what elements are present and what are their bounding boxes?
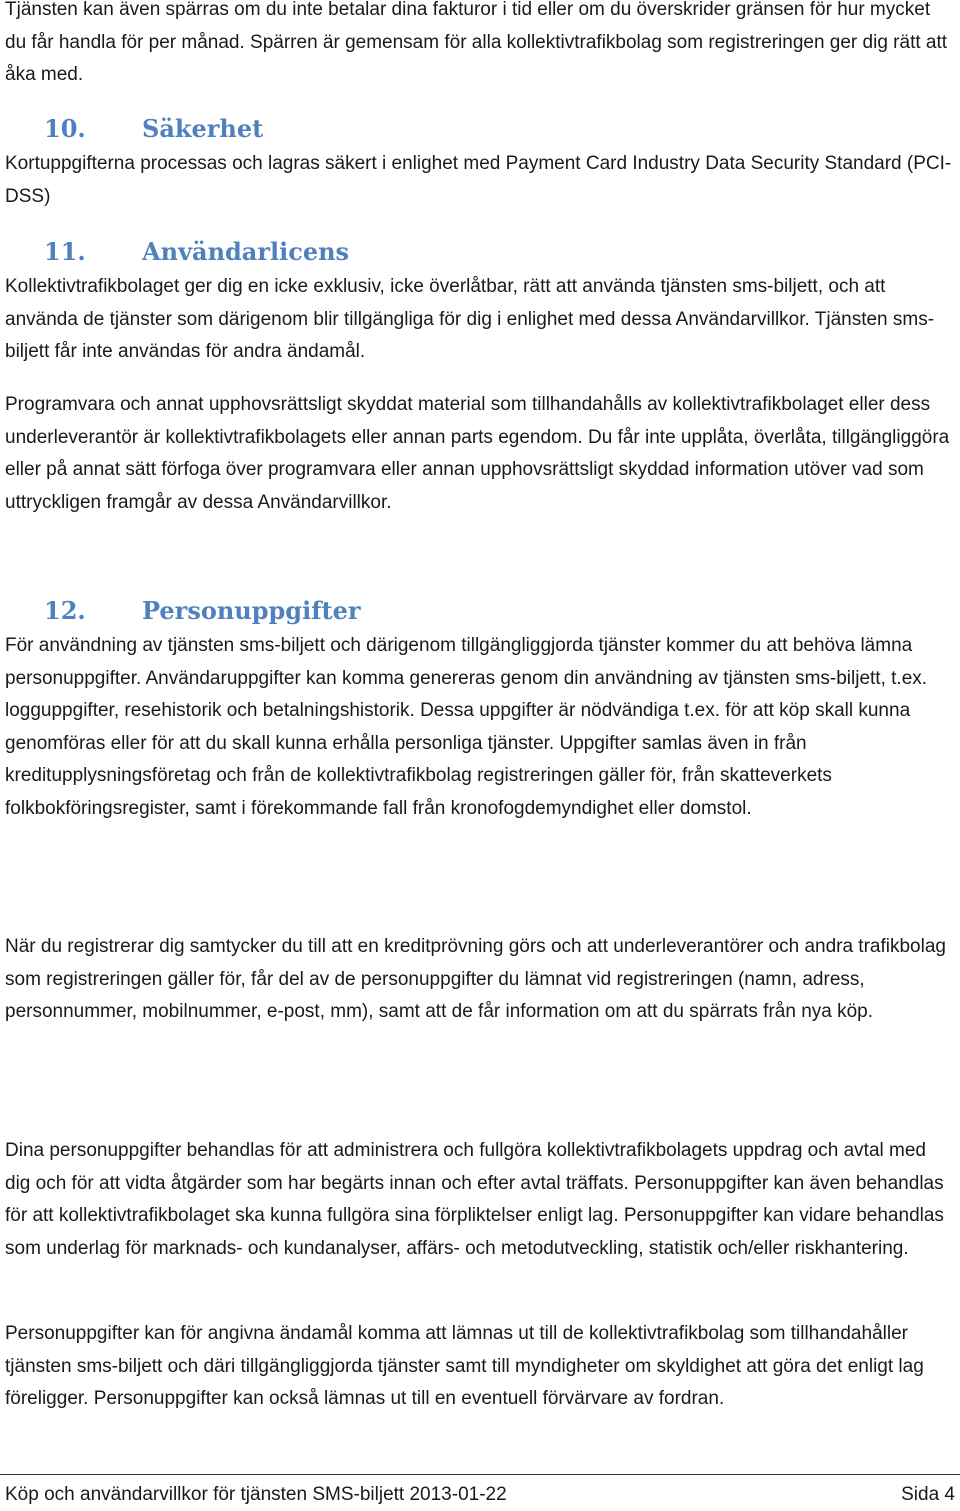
paragraph-personuppgifter-3: Dina personuppgifter behandlas för att administrera och fullgöra kollektivtrafikbolagets uppdrag och avtal med dig och för att vidta åtgärder som har begärts innan och efter avtal träffats. Personuppgifter kan även behandlas för att kollektivtrafikbolaget ska kunna fullgöra sina förpliktelser enligt lag. Personuppgifter kan vidare behandlas som underlag för marknads- och kundanalyser, affärs- och metodutveckling, statistik och/eller riskhantering. bbox=[5, 1140, 944, 1259]
paragraph-licens-1: Kollektivtrafikbolaget ger dig en icke exklusiv, icke överlåtbar, rätt att använda tjänsten sms-biljett, och att använda de tjänster som därigenom blir tillgängliga för dig i enlighet med dessa Användarvillkor. Tjänsten sms-biljett får inte användas för andra ändamål. bbox=[5, 276, 935, 363]
paragraph-personuppgifter-1: För användning av tjänsten sms-biljett och därigenom tillgängliggjorda tjänster kommer du att behöva lämna personuppgifter. Användaruppgifter kan komma genereras genom din användning av tjänsten sms-biljett, t.ex. logguppgifter, resehistorik och betalningshistorik. Dessa uppgifter är nödvändiga t.ex. för att köp skall kunna genomföras eller för att du skall kunna erhålla personliga tjänster. Uppgifter samlas även in från kreditupplysningsföretag och från de kollektivtrafikbolag registreringen gäller för, från skatteverkets folkbokföringsregister, samt i förekommande fall från kronofogdemyndighet eller domstol. bbox=[5, 635, 928, 819]
section-number: 12. bbox=[44, 596, 86, 625]
section-heading-anvandarlicens bbox=[44, 237, 349, 266]
section-number: 10. bbox=[44, 114, 86, 143]
paragraph-sakerhet: Kortuppgifterna processas och lagras säkert i enlighet med Payment Card Industry Data Security Standard (PCI-DSS) bbox=[5, 153, 952, 207]
paragraph-personuppgifter-4: Personuppgifter kan för angivna ändamål komma att lämnas ut till de kollektivtrafikbolag som tillhandahåller tjänsten sms-biljett och däri tillgängliggjorda tjänster samt till myndigheter om skyldighet att göra det enligt lag föreligger. Personuppgifter kan också lämnas ut till en eventuell förvärvare av fordran. bbox=[5, 1323, 924, 1410]
section-title: Användarlicens bbox=[142, 237, 350, 266]
section-number: 11. bbox=[44, 237, 86, 266]
paragraph-personuppgifter-2: När du registrerar dig samtycker du till att en kreditprövning görs och att underleverantörer och andra trafikbolag som registreringen gäller för, får del av de personuppgifter du lämnat vid registreringen (namn, adress, personnummer, mobilnummer, e-post, mm), samt att de får information om att du spärrats från nya köp. bbox=[5, 936, 946, 1023]
page-number: Sida 4 bbox=[901, 1484, 955, 1505]
footer-divider bbox=[0, 1474, 960, 1475]
section-title: Säkerhet bbox=[142, 114, 264, 143]
section-heading-personuppgifter bbox=[44, 596, 361, 625]
paragraph-licens-2: Programvara och annat upphovsrättsligt skyddat material som tillhandahålls av kollektivtrafikbolaget eller dess underleverantör är kollektivtrafikbolagets eller annan parts egendom. Du får inte upplåta, överlåta, tillgängliggöra eller på annat sätt förfoga över programvara eller annan upphovsrättsligt skyddad information utöver vad som uttryckligen framgår av dessa Användarvillkor. bbox=[5, 394, 950, 513]
section-title: Personuppgifter bbox=[142, 596, 361, 625]
footer-title: Köp och användarvillkor för tjänsten SMS-biljett 2013-01-22 bbox=[5, 1484, 507, 1505]
section-heading-sakerhet bbox=[44, 114, 263, 143]
paragraph-intro: Tjänsten kan även spärras om du inte betalar dina fakturor i tid eller om du överskrider gränsen för hur mycket du får handla för per månad. Spärren är gemensam för alla kollektivtrafikbolag som registreringen ger dig rätt att åka med. bbox=[5, 0, 948, 86]
